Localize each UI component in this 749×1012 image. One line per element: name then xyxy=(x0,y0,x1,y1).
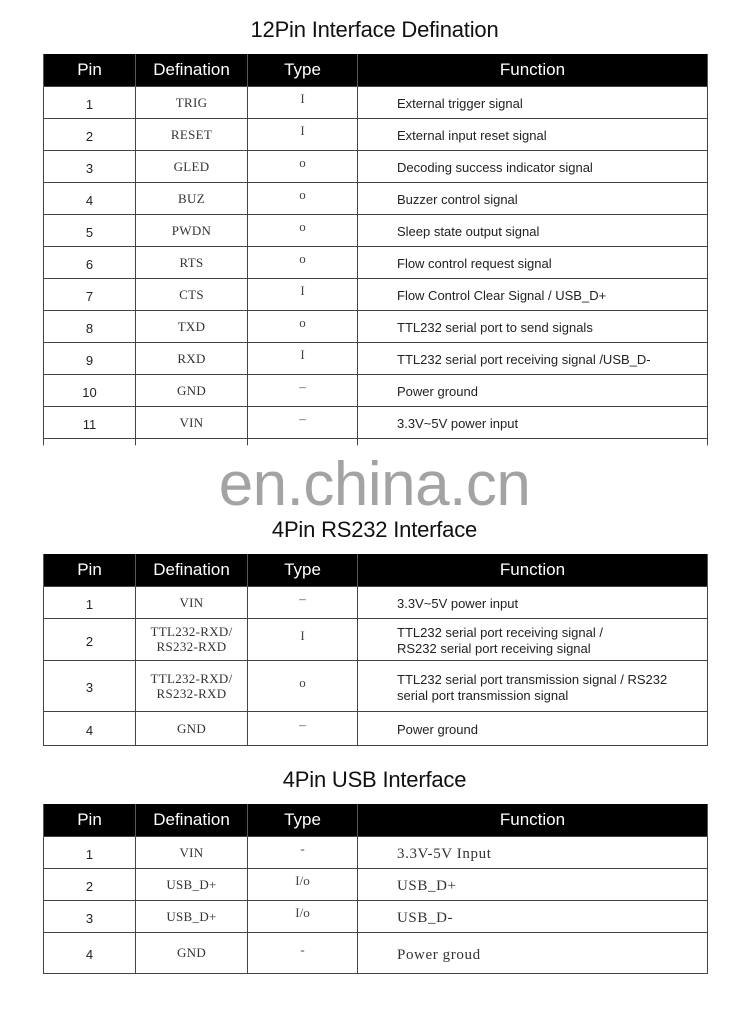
pin-type: - xyxy=(248,836,358,868)
usb-table xyxy=(43,804,708,974)
section-title-rs232: 4Pin RS232 Interface xyxy=(271,517,478,542)
pin-function: 3.3V-5V Input xyxy=(358,836,708,868)
pin-number: 1 xyxy=(44,586,136,618)
pin-function: Decoding success indicator signal xyxy=(358,150,708,182)
pin-definition: GND xyxy=(136,932,248,973)
header-type: Type xyxy=(248,554,358,586)
pin-type: I xyxy=(248,118,358,150)
pin-type: I xyxy=(248,618,358,660)
pin-number: 2 xyxy=(44,868,136,900)
def-line: TTL232-RXD/ xyxy=(150,670,233,686)
pin-function: TTL232 serial port receiving signal /USB_D- xyxy=(358,342,708,374)
pin-function xyxy=(358,660,708,711)
table-row xyxy=(44,836,708,868)
table-header-row xyxy=(44,804,708,836)
header-pin: Pin xyxy=(44,804,136,836)
pin-type: o xyxy=(248,214,358,246)
table-row xyxy=(44,118,708,150)
pin-definition xyxy=(136,586,248,618)
table-row xyxy=(44,86,708,118)
table-row xyxy=(44,214,708,246)
table-row xyxy=(44,586,708,618)
watermark: en.china.cn xyxy=(218,450,531,519)
def-line: VIN xyxy=(179,594,204,610)
table-row xyxy=(44,406,708,438)
pin-number: 4 xyxy=(44,711,136,745)
pin-function xyxy=(358,586,708,618)
pin-number: 2 xyxy=(44,118,136,150)
pin-number: 1 xyxy=(44,836,136,868)
header-pin: Pin xyxy=(44,54,136,86)
pin-function xyxy=(358,618,708,660)
pin-definition xyxy=(136,660,248,711)
table-header-row xyxy=(44,554,708,586)
pin-definition xyxy=(136,711,248,745)
pin-type: o xyxy=(248,660,358,711)
pin-function: TTL232 serial port to send signals xyxy=(358,310,708,342)
pin-number: 7 xyxy=(44,278,136,310)
pin-number: 8 xyxy=(44,310,136,342)
pin-definition: GND xyxy=(136,374,248,406)
pin-function: Flow control request signal xyxy=(358,246,708,278)
pin-type: I xyxy=(248,278,358,310)
pin-function: External trigger signal xyxy=(358,86,708,118)
pin-definition: TRIG xyxy=(136,86,248,118)
def-line: TTL232-RXD/ xyxy=(150,624,233,639)
def-line: RS232-RXD xyxy=(156,639,227,654)
header-defination: Defination xyxy=(136,54,248,86)
pin-number: 4 xyxy=(44,182,136,214)
pin-function: Sleep state output signal xyxy=(358,214,708,246)
pin-function: USB_D- xyxy=(358,900,708,932)
header-defination: Defination xyxy=(136,804,248,836)
pin-number: 6 xyxy=(44,246,136,278)
func-line: 3.3V~5V power input xyxy=(397,596,519,611)
pin-definition: USB_D+ xyxy=(136,868,248,900)
section-title-12pin: 12Pin Interface Defination xyxy=(250,17,499,42)
func-line: Power ground xyxy=(397,722,478,737)
pin-definition: TXD xyxy=(136,310,248,342)
pin-function: USB_D+ xyxy=(358,868,708,900)
pin-definition: RTS xyxy=(136,246,248,278)
pin-function: Power ground xyxy=(358,374,708,406)
pin-definition: BUZ xyxy=(136,182,248,214)
table-row xyxy=(44,342,708,374)
pin-number: 5 xyxy=(44,214,136,246)
pin-definition: RXD xyxy=(136,342,248,374)
table-row xyxy=(44,932,708,973)
pin-function xyxy=(358,711,708,745)
pin-number: 9 xyxy=(44,342,136,374)
header-function: Function xyxy=(358,554,708,586)
table-row xyxy=(44,660,708,711)
table-row xyxy=(44,868,708,900)
pin-function: External input reset signal xyxy=(358,118,708,150)
table-row xyxy=(44,310,708,342)
rs232-table xyxy=(43,554,708,746)
pin-definition: CTS xyxy=(136,278,248,310)
pin-function: Power groud xyxy=(358,932,708,973)
pin-number: 10 xyxy=(44,374,136,406)
func-line: serial port transmission signal xyxy=(397,687,569,703)
pin-type: o xyxy=(248,246,358,278)
pin-type: o xyxy=(248,150,358,182)
func-line: RS232 serial port receiving signal xyxy=(397,641,591,656)
pin-type: I/o xyxy=(248,900,358,932)
section-title-usb: 4Pin USB Interface xyxy=(282,767,467,792)
pin12-table xyxy=(43,54,708,446)
pin-type: – xyxy=(248,711,358,745)
func-line: TTL232 serial port receiving signal / xyxy=(397,625,603,640)
pin-type: I xyxy=(248,86,358,118)
pin-function: Flow Control Clear Signal / USB_D+ xyxy=(358,278,708,310)
pin-definition xyxy=(136,618,248,660)
def-line: RS232-RXD xyxy=(156,685,227,701)
pin-definition: VIN xyxy=(136,406,248,438)
header-type: Type xyxy=(248,54,358,86)
pin-type: - xyxy=(248,932,358,973)
pin-number: 3 xyxy=(44,660,136,711)
pin-number: 2 xyxy=(44,618,136,660)
pin-definition: VIN xyxy=(136,836,248,868)
header-function: Function xyxy=(358,804,708,836)
header-function: Function xyxy=(358,54,708,86)
pin-function: Buzzer control signal xyxy=(358,182,708,214)
pin-type: – xyxy=(248,586,358,618)
table-row xyxy=(44,182,708,214)
pin-type: – xyxy=(248,374,358,406)
table-row xyxy=(44,711,708,745)
table-row xyxy=(44,246,708,278)
pin-type: – xyxy=(248,406,358,438)
pin-definition: GLED xyxy=(136,150,248,182)
pin-number: 1 xyxy=(44,86,136,118)
table-row xyxy=(44,278,708,310)
def-line: GND xyxy=(176,720,207,736)
table-row xyxy=(44,150,708,182)
pin-number: 4 xyxy=(44,932,136,973)
pin-definition: PWDN xyxy=(136,214,248,246)
header-type: Type xyxy=(248,804,358,836)
pin-number: 3 xyxy=(44,900,136,932)
table-row xyxy=(44,618,708,660)
pin-type: I xyxy=(248,342,358,374)
header-pin: Pin xyxy=(44,554,136,586)
func-line: TTL232 serial port transmission signal / RS232 xyxy=(397,671,668,687)
pin-definition: RESET xyxy=(136,118,248,150)
pin-number: 3 xyxy=(44,150,136,182)
header-defination: Defination xyxy=(136,554,248,586)
pin-function: 3.3V~5V power input xyxy=(358,406,708,438)
pin-definition: USB_D+ xyxy=(136,900,248,932)
pin-number: 11 xyxy=(44,406,136,438)
pin-type: o xyxy=(248,310,358,342)
table-row xyxy=(44,374,708,406)
pin-type: o xyxy=(248,182,358,214)
pin-type: I/o xyxy=(248,868,358,900)
table-row xyxy=(44,900,708,932)
table-header-row xyxy=(44,54,708,86)
